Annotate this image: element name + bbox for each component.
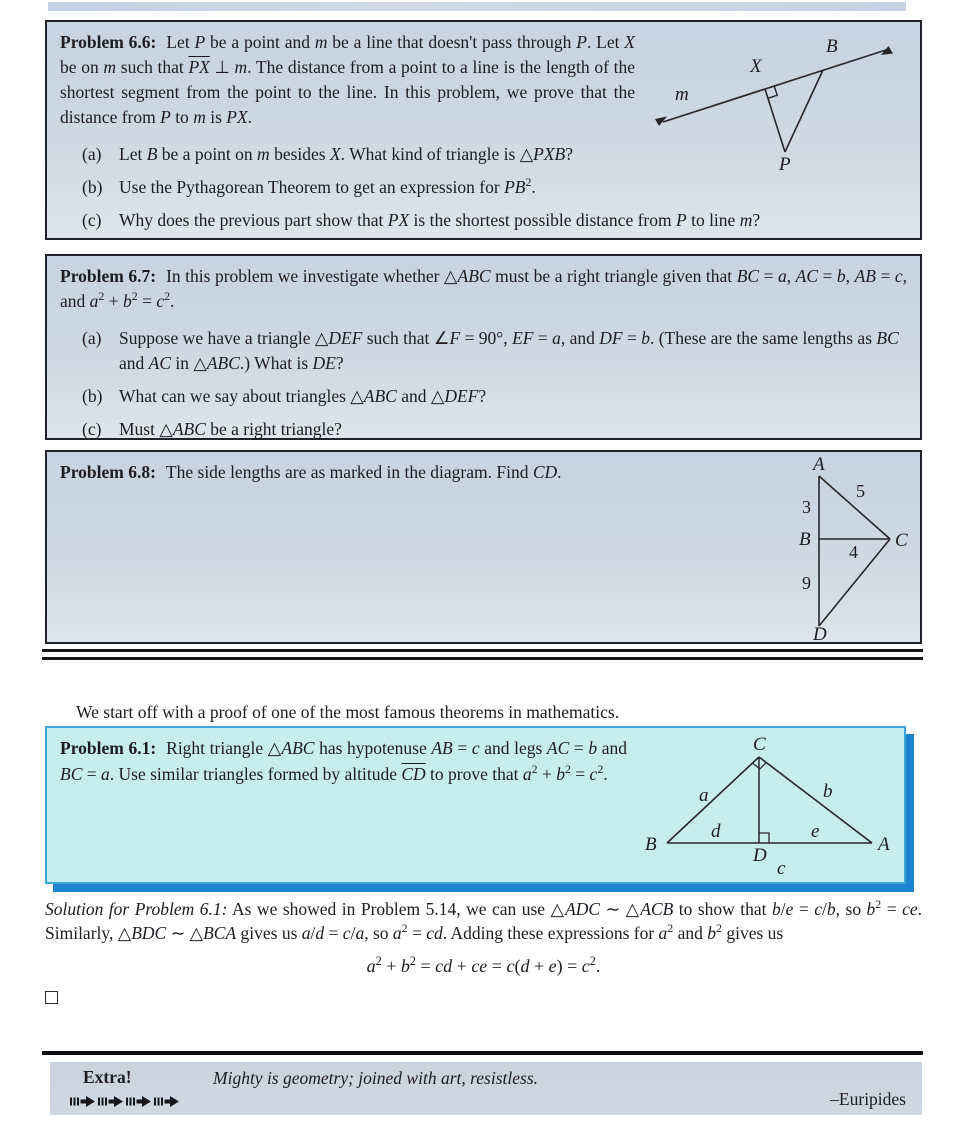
triangle-lengths-diagram (794, 454, 908, 645)
extra-box (50, 1062, 922, 1115)
problem-6-1-box (45, 726, 906, 884)
part-marker: (b) (82, 386, 103, 406)
segment-e: e (811, 821, 820, 842)
problem-6-8-title: Problem 6.8: (60, 462, 156, 482)
right-triangle-altitude-diagram (639, 735, 891, 877)
problem-6-8-statement (60, 460, 790, 485)
length-AB: 3 (802, 497, 811, 517)
intro-paragraph: We start off with a proof of one of the most famous theorems in mathematics. (76, 701, 620, 722)
label-B: B (799, 529, 811, 550)
striped-right-arrows-icon (70, 1095, 182, 1108)
label-A: A (813, 454, 825, 475)
extra-quote: Mighty is geometry; joined with art, resistless. (213, 1068, 539, 1088)
problem-6-6-body: Let P be a point and m be a line that doesn't pass through P. Let X be on m such that $\overline{PX}$ ⊥ m. The distance from a point to a line is the length of the shortest segment from the point to the line. In this problem, we prove that the distance from P to m is PX. (60, 32, 635, 127)
problem-part (82, 208, 907, 233)
label-P: P (779, 154, 791, 175)
problem-6-8-body: The side lengths are as marked in the diagram. Find CD. (165, 462, 562, 482)
problem-6-6-diagram (645, 28, 907, 174)
label-B: B (645, 834, 657, 855)
part-text: Why does the previous part show that PX is the shortest possible distance from P to line m? (119, 210, 761, 230)
part-marker: (a) (82, 144, 102, 164)
problem-6-8-diagram (794, 454, 908, 645)
part-text: What can we say about triangles △ABC and △DEF? (119, 386, 487, 406)
problem-part (82, 326, 907, 376)
label-C: C (895, 530, 908, 551)
section-divider-line (42, 657, 923, 660)
problem-6-6-box (45, 20, 922, 240)
line-perpendicular-diagram (645, 28, 907, 174)
segment-d: d (711, 821, 721, 842)
part-marker: (c) (82, 210, 102, 230)
problem-part (82, 142, 635, 167)
label-m: m (675, 84, 689, 105)
problem-part (82, 384, 907, 409)
section-divider-line (42, 649, 923, 652)
side-a: a (699, 785, 709, 806)
length-AC: 5 (856, 481, 865, 501)
label-C: C (753, 734, 766, 755)
qed-square-icon (45, 991, 58, 1004)
side-c: c (777, 858, 786, 879)
part-text: Let B be a point on m besides X. What kind of triangle is △PXB? (119, 144, 574, 164)
label-B: B (826, 36, 838, 57)
solution-paragraph (45, 897, 922, 945)
label-X: X (750, 56, 762, 77)
part-text: Must △ABC be a right triangle? (119, 419, 342, 439)
extra-label: Extra! (83, 1067, 132, 1087)
problem-6-7-statement (60, 264, 907, 314)
length-BC: 4 (849, 542, 858, 562)
solution-section (45, 897, 922, 1010)
part-text: Suppose we have a triangle △DEF such that ∠F = 90°, EF = a, and DF = b. (These are the same lengths as BC and AC in △ABC.) What is DE? (119, 328, 899, 373)
problem-6-7-body: In this problem we investigate whether △ABC must be a right triangle given that BC = a, AC = b, AB = c, and $a^2 + b^2 = c^2$. (60, 266, 908, 311)
part-marker: (b) (82, 177, 103, 197)
label-D: D (753, 845, 767, 866)
problem-6-7-box (45, 254, 922, 440)
problem-6-7-title: Problem 6.7: (60, 266, 157, 286)
problem-part (82, 417, 907, 442)
footer-divider-line (42, 1051, 923, 1055)
problem-6-1-body: Right triangle △ABC has hypotenuse AB = c and legs AC = b and BC = a. Use similar triangles formed by altitude $\overline{CD}$ to prove that $a^2 + b^2 = c^2$. (60, 738, 627, 784)
part-marker: (a) (82, 328, 102, 348)
problem-part (82, 175, 635, 200)
solution-equation: $a^2 + b^2$ = cd + ce = $c(d + e) = c^2$. (366, 954, 601, 976)
part-text: Use the Pythagorean Theorem to get an expression for $PB^2$. (119, 175, 536, 197)
solution-body: As we showed in Problem 5.14, we can use △ADC ∼ △ACB to show that b/e = c/b, so $b^2$ = ce. Similarly, △BDC ∼ △BCA gives us a/d = c/a, so $a^2$ = cd. Adding these expressions for $a^2$ and $b^2$ gives us (45, 897, 922, 943)
page-top-bleed-strip (48, 2, 906, 11)
problem-6-1-diagram (639, 735, 891, 877)
problem-6-7-parts (60, 326, 907, 442)
problem-6-8-box (45, 450, 922, 644)
side-b: b (823, 781, 833, 802)
extra-attribution: –Euripides (830, 1089, 906, 1109)
solution-lead: Solution for Problem 6.1: (45, 899, 228, 919)
problem-6-6-title: Problem 6.6: (60, 32, 157, 52)
part-marker: (c) (82, 419, 102, 439)
label-A: A (878, 834, 890, 855)
problem-6-1-title: Problem 6.1: (60, 738, 157, 758)
length-BD: 9 (802, 573, 811, 593)
label-D: D (813, 624, 827, 645)
